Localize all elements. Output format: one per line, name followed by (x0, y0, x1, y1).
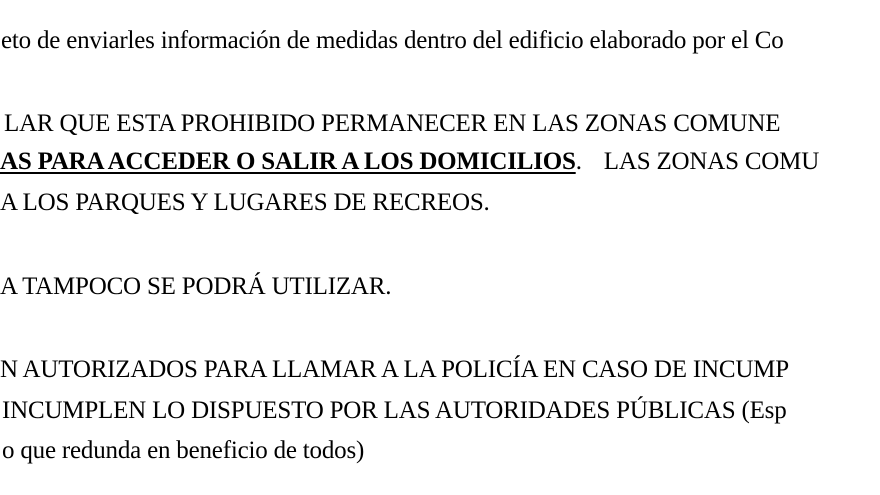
document-line-prohibition: LAR QUE ESTA PROHIBIDO PERMANECER EN LAS ZONAS COMUNE (4, 110, 781, 137)
document-line-emphasis-row (0, 147, 819, 177)
document-line-authorized: N AUTORIZADOS PARA LLAMAR A LA POLICÍA EN CASO DE INCUMP (0, 356, 789, 383)
document-line-intro: eto de enviarles información de medidas dentro del edificio elaborado por el Co (1, 27, 784, 54)
emphasis-period: . (575, 148, 582, 175)
document-line-parks: A LOS PARQUES Y LUGARES DE RECREOS. (0, 189, 490, 216)
document-line-not-use: A TAMPOCO SE PODRÁ UTILIZAR. (0, 273, 392, 300)
document-line-authorities: INCUMPLEN LO DISPUESTO POR LAS AUTORIDADES PÚBLICAS (Esp (2, 397, 787, 424)
document-line-benefit: o que redunda en beneficio de todos) (2, 437, 365, 464)
emphasis-text: AS PARA ACCEDER O SALIR A LOS DOMICILIOS (0, 148, 576, 175)
document-line-common-zones: LAS ZONAS COMU (603, 148, 820, 175)
